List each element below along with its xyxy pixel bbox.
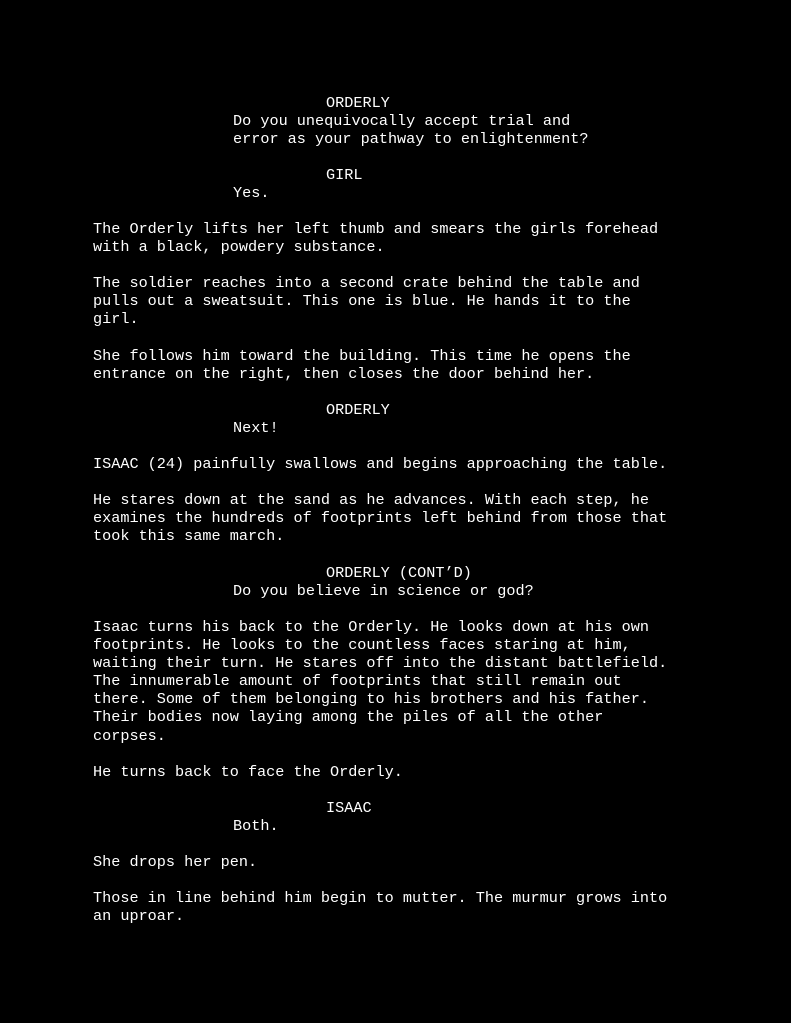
action-soldier-sweatsuit: The soldier reaches into a second crate behind the table and pulls out a sweatsuit. This one is blue. He hands it to the girl. — [93, 274, 640, 329]
dialogue-orderly-next: Next! — [233, 419, 279, 437]
action-isaac-faces: He turns back to face the Orderly. — [93, 763, 403, 781]
dialogue-isaac-both: Both. — [233, 817, 279, 835]
action-orderly-smears: The Orderly lifts her left thumb and smears the girls forehead with a black, powdery substance. — [93, 220, 659, 257]
action-girl-follows: She follows him toward the building. This time he opens the entrance on the right, then closes the door behind her. — [93, 347, 631, 384]
action-pen-drops: She drops her pen. — [93, 853, 258, 871]
character-cue-orderly-2: ORDERLY — [326, 401, 390, 419]
dialogue-girl-yes: Yes. — [233, 184, 270, 202]
action-uproar: Those in line behind him begin to mutter. The murmur grows into an uproar. — [93, 889, 668, 926]
dialogue-orderly-science-god: Do you believe in science or god? — [233, 582, 534, 600]
action-isaac-turns: Isaac turns his back to the Orderly. He looks down at his own footprints. He looks to the countless faces staring at him, waiting their turn. He stares off into the distant battlefield. The innumerable amount of footprints that still remain out there. Some of them belonging to his brothers and his father. Their bodies now laying among the piles of all the other corpses. — [93, 618, 668, 745]
character-cue-girl: GIRL — [326, 166, 363, 184]
dialogue-orderly-trial: Do you unequivocally accept trial and error as your pathway to enlightenment? — [233, 112, 589, 149]
character-cue-isaac: ISAAC — [326, 799, 372, 817]
action-isaac-stares: He stares down at the sand as he advances. With each step, he examines the hundreds of footprints left behind from those that took this same march. — [93, 491, 668, 546]
action-isaac-approaches: ISAAC (24) painfully swallows and begins approaching the table. — [93, 455, 668, 473]
character-cue-orderly-contd: ORDERLY (CONT’D) — [326, 564, 472, 582]
character-cue-orderly: ORDERLY — [326, 94, 390, 112]
